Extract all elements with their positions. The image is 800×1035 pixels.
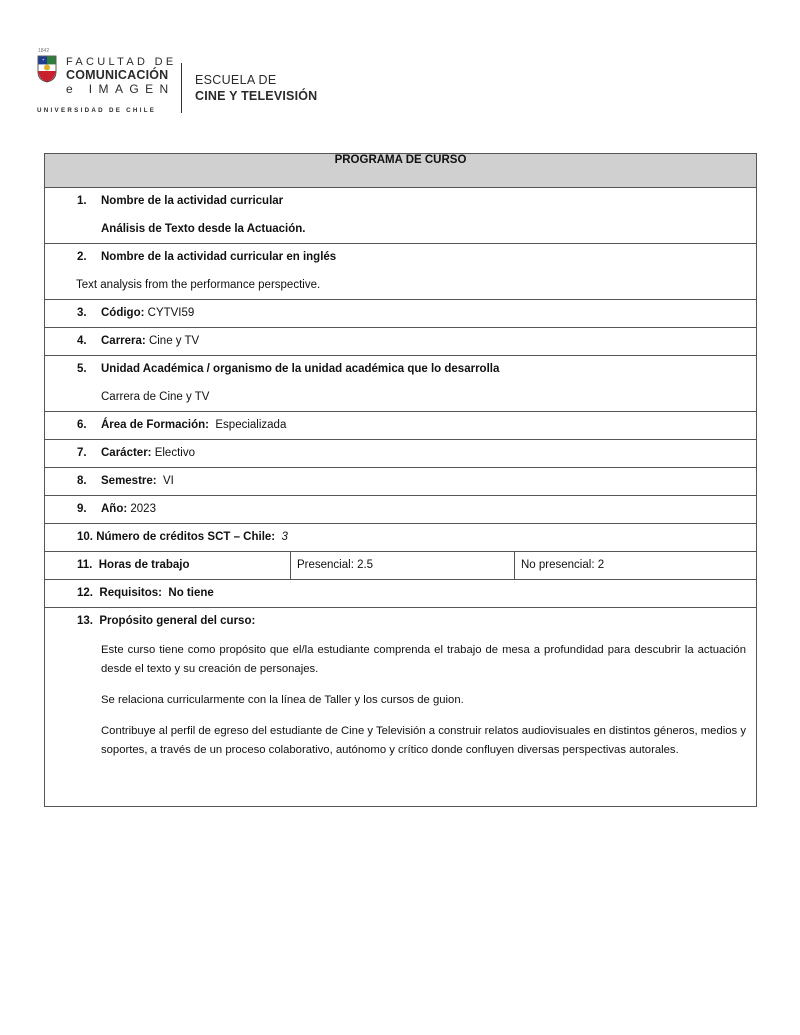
row-label: Nombre de la actividad curricular en inglés	[101, 251, 337, 263]
table-title: PROGRAMA DE CURSO	[45, 154, 757, 188]
row-label: Unidad Académica / organismo de la unidad académica que lo desarrolla	[101, 363, 500, 375]
table-row	[45, 440, 757, 468]
course-program-table	[44, 153, 757, 807]
row-number: 9.	[77, 503, 87, 515]
row-label: Año:	[101, 503, 128, 515]
row-value: Especializada	[209, 419, 287, 431]
table-title-row	[45, 154, 757, 188]
row-value: Cine y TV	[145, 335, 200, 347]
faculty-name-line3: e IMAGEN	[66, 82, 175, 96]
table-row	[45, 412, 757, 440]
row-number: 4.	[77, 335, 87, 347]
table-row	[45, 580, 757, 608]
no-presencial-hours: No presencial: 2	[521, 559, 605, 571]
row-number: 13.	[77, 615, 93, 627]
university-shield-icon	[37, 55, 57, 83]
row-label: Carrera:	[101, 335, 146, 347]
school-name-line1: ESCUELA DE	[195, 73, 277, 87]
header-divider	[181, 63, 182, 113]
table-row	[45, 328, 757, 356]
row-value: VI	[156, 475, 174, 487]
row-number: 6.	[77, 419, 87, 431]
university-name: UNIVERSIDAD DE CHILE	[37, 107, 157, 114]
purpose-paragraph: Este curso tiene como propósito que el/la estudiante comprenda el trabajo de mesa a profundidad para descubrir la actuación desde el texto y su creación de personajes.	[101, 644, 746, 675]
row-number: 12.	[77, 587, 93, 599]
row-value: Text analysis from the performance perspective.	[76, 279, 321, 291]
table-row	[45, 496, 757, 524]
row-number: 5.	[77, 363, 87, 375]
presencial-hours: Presencial: 2.5	[297, 559, 374, 571]
faculty-name-line2: COMUNICACIÓN	[66, 68, 169, 82]
row-label: Número de créditos SCT – Chile:	[96, 531, 276, 543]
row-number: 1.	[77, 195, 87, 207]
row-value: Electivo	[151, 447, 195, 459]
row-number: 2.	[77, 251, 87, 263]
row-label: Semestre:	[101, 475, 157, 487]
row-value: CYTVI59	[144, 307, 195, 319]
row-number: 8.	[77, 475, 87, 487]
table-row	[45, 552, 757, 580]
school-name-line2: CINE Y TELEVISIÓN	[195, 89, 318, 103]
faculty-name-line1: FACULTAD DE	[66, 56, 177, 68]
table-row	[45, 244, 757, 300]
row-label: Horas de trabajo	[98, 559, 190, 571]
row-label: Carácter:	[101, 447, 152, 459]
row-label: Área de Formación:	[101, 419, 209, 431]
purpose-paragraph: Se relaciona curricularmente con la línea de Taller y los cursos de guion.	[101, 694, 464, 706]
row-value: 2023	[127, 503, 156, 515]
row-number: 3.	[77, 307, 87, 319]
row-label: Propósito general del curso:	[99, 615, 256, 627]
row-value: Análisis de Texto desde la Actuación.	[101, 223, 306, 235]
shield-caption: 1842	[38, 48, 50, 54]
row-number: 11.	[77, 559, 93, 571]
table-row	[45, 300, 757, 328]
faculty-header	[36, 44, 456, 124]
row-number: 7.	[77, 447, 87, 459]
row-label: Nombre de la actividad curricular	[101, 195, 284, 207]
table-row	[45, 468, 757, 496]
table-row	[45, 356, 757, 412]
table-row	[45, 524, 757, 552]
row-number: 10.	[77, 531, 93, 543]
row-value: No tiene	[162, 587, 214, 599]
row-value: Carrera de Cine y TV	[101, 391, 210, 403]
row-label: Código:	[101, 307, 145, 319]
table-row	[45, 608, 757, 807]
purpose-paragraph: Contribuye al perfil de egreso del estudiante de Cine y Televisión a construir relatos audiovisuales en distintos géneros, medios y soportes, a través de un proceso colaborativo, autónomo y crítico donde confluyen diversas perspectivas autorales.	[101, 725, 746, 756]
table-row	[45, 188, 757, 244]
row-value: 3	[281, 531, 288, 543]
row-label: Requisitos:	[99, 587, 163, 599]
